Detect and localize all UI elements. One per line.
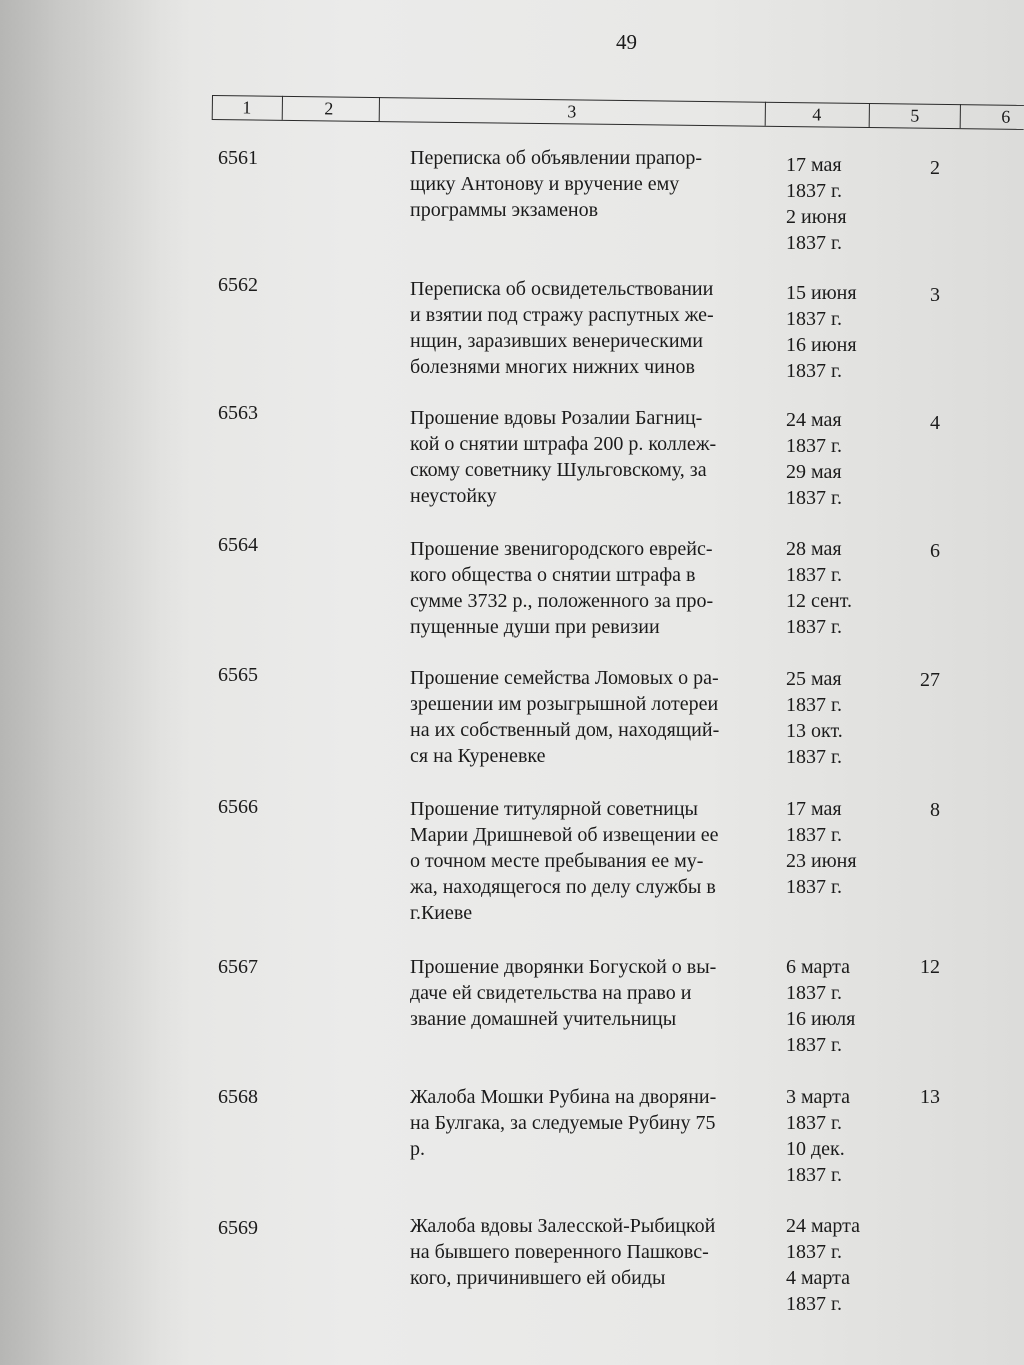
description-line: нщин, заразивших венерическими (410, 330, 703, 352)
date-line: 1837 г. (786, 232, 842, 254)
record-dates (786, 280, 876, 384)
record-quantity: 3 (930, 284, 940, 306)
header-separator (379, 97, 380, 121)
date-line: 29 мая (786, 461, 842, 483)
record-number: 6565 (218, 664, 258, 686)
date-line: 1837 г. (786, 1293, 842, 1315)
record-dates (786, 796, 876, 900)
header-label: 2 (324, 98, 334, 119)
record-description (410, 405, 770, 509)
date-line: 1837 г. (786, 694, 842, 716)
date-line: 1837 г. (786, 308, 842, 330)
date-line: 1837 г. (786, 564, 842, 586)
date-line: 1837 г. (786, 487, 842, 509)
record-dates (786, 666, 876, 770)
description-line: скому советнику Шульговскому, за (410, 459, 707, 481)
date-line: 1837 г. (786, 1164, 842, 1186)
date-line: 25 мая (786, 668, 842, 690)
date-line: 1837 г. (786, 824, 842, 846)
record-number: 6569 (218, 1217, 258, 1239)
record-quantity: 12 (920, 956, 940, 978)
description-line: звание домашней учительницы (410, 1008, 677, 1030)
record-description (410, 796, 770, 926)
description-line: болезнями многих нижних чинов (410, 356, 695, 378)
header-label: 3 (567, 101, 577, 122)
header-separator (960, 104, 961, 128)
record-number: 6564 (218, 534, 258, 556)
record-description (410, 1084, 770, 1162)
date-line: 17 мая (786, 154, 842, 176)
record-quantity: 4 (930, 412, 940, 434)
date-line: 10 дек. (786, 1138, 845, 1160)
record-number: 6567 (218, 956, 258, 978)
record-number: 6566 (218, 796, 258, 818)
description-line: жа, находящегося по делу службы в (410, 876, 716, 898)
record-dates (786, 1084, 876, 1188)
date-line: 1837 г. (786, 1034, 842, 1056)
header-separator (869, 103, 870, 127)
date-line: 4 марта (786, 1267, 850, 1289)
description-line: Жалоба Мошки Рубина на дворяни- (410, 1086, 717, 1108)
description-line: Прошение семейства Ломовых о ра- (410, 667, 719, 689)
description-line: г.Киеве (410, 902, 473, 924)
date-line: 24 мая (786, 409, 842, 431)
description-line: щику Антонову и вручение ему (410, 173, 680, 195)
description-line: Прошение титулярной советницы (410, 798, 698, 820)
date-line: 3 марта (786, 1086, 850, 1108)
date-line: 1837 г. (786, 180, 842, 202)
description-line: и взятии под стражу распутных же- (410, 304, 714, 326)
description-line: программы экзаменов (410, 199, 599, 221)
description-line: Переписка об освидетельствовании (410, 278, 714, 300)
date-line: 6 марта (786, 956, 850, 978)
date-line: 16 июня (786, 334, 857, 356)
record-description (410, 954, 770, 1032)
date-line: 1837 г. (786, 1112, 842, 1134)
record-quantity: 2 (930, 157, 940, 179)
header-label: 1 (242, 97, 252, 118)
date-line: 1837 г. (786, 982, 842, 1004)
record-dates (786, 954, 876, 1058)
description-line: Переписка об объявлении прапор- (410, 147, 702, 169)
date-line: 1837 г. (786, 746, 842, 768)
date-line: 17 мая (786, 798, 842, 820)
record-quantity: 13 (920, 1086, 940, 1108)
description-line: на Булгака, за следуемые Рубину 75 (410, 1112, 716, 1134)
record-number: 6562 (218, 274, 258, 296)
date-line: 28 мая (786, 538, 842, 560)
header-label: 6 (1001, 106, 1011, 127)
record-dates (786, 152, 876, 256)
record-quantity: 6 (930, 540, 940, 562)
date-line: 1837 г. (786, 360, 842, 382)
record-description (410, 1213, 770, 1291)
description-line: кой о снятии штрафа 200 р. коллеж- (410, 433, 717, 455)
date-line: 13 окт. (786, 720, 843, 742)
description-line: на бывшего поверенного Пашковс- (410, 1241, 709, 1263)
description-line: сумме 3732 р., положенного за про- (410, 590, 714, 612)
header-separator (212, 95, 213, 119)
description-line: Прошение вдовы Розалии Багниц- (410, 407, 703, 429)
description-line: кого общества о снятии штрафа в (410, 564, 696, 586)
record-dates (786, 1213, 876, 1317)
record-description (410, 276, 770, 380)
record-description (410, 145, 770, 223)
date-line: 24 марта (786, 1215, 860, 1237)
description-line: зрешении им розыгрышной лотереи (410, 693, 719, 715)
description-line: о точном месте пребывания ее му- (410, 850, 704, 872)
description-line: на их собственный дом, находящий- (410, 719, 720, 741)
description-line: Марии Дришневой об извещении ее (410, 824, 719, 846)
date-line: 23 июня (786, 850, 857, 872)
page-fold-shadow (0, 0, 190, 1365)
description-line: ся на Куреневке (410, 745, 546, 767)
header-label: 5 (910, 105, 920, 126)
date-line: 1837 г. (786, 616, 842, 638)
description-line: Прошение звенигородского еврейс- (410, 538, 713, 560)
record-quantity: 8 (930, 799, 940, 821)
date-line: 1837 г. (786, 1241, 842, 1263)
record-description (410, 665, 770, 769)
date-line: 15 июня (786, 282, 857, 304)
description-line: кого, причинившего ей обиды (410, 1267, 666, 1289)
description-line: неустойку (410, 485, 497, 507)
record-number: 6561 (218, 147, 258, 169)
date-line: 1837 г. (786, 435, 842, 457)
record-quantity: 27 (920, 669, 940, 691)
description-line: Жалоба вдовы Залесской-Рыбицкой (410, 1215, 716, 1237)
header-label: 4 (812, 104, 822, 125)
record-description (410, 536, 770, 640)
date-line: 12 сент. (786, 590, 852, 612)
record-dates (786, 407, 876, 511)
date-line: 1837 г. (786, 876, 842, 898)
record-number: 6563 (218, 402, 258, 424)
record-dates (786, 536, 876, 640)
header-separator (282, 96, 283, 120)
description-line: даче ей свидетельства на право и (410, 982, 692, 1004)
table-header (212, 95, 1024, 143)
date-line: 16 июля (786, 1008, 856, 1030)
description-line: р. (410, 1138, 425, 1160)
record-number: 6568 (218, 1086, 258, 1108)
description-line: пущенные души при ревизии (410, 616, 660, 638)
page-number: 49 (616, 30, 637, 54)
header-separator (765, 102, 766, 126)
description-line: Прошение дворянки Богуской о вы- (410, 956, 717, 978)
date-line: 2 июня (786, 206, 847, 228)
